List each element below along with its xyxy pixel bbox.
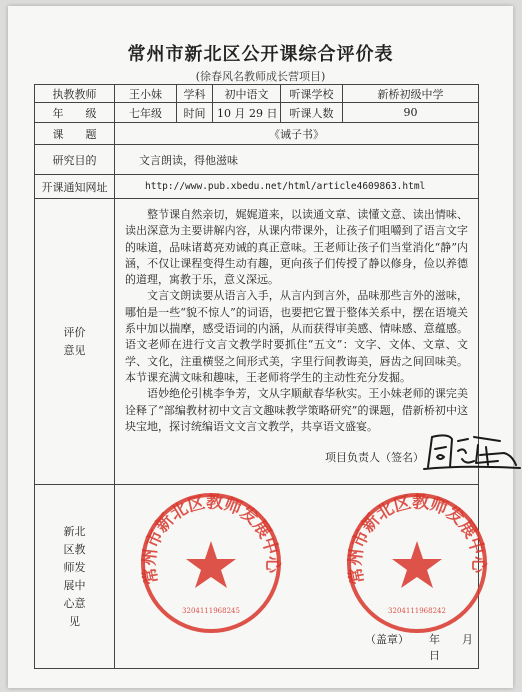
center-label-line: 见 [69, 614, 80, 628]
teacher-value: 王小妹 [115, 85, 177, 103]
official-seal [137, 489, 285, 637]
school-value: 新桥初级中学 [343, 85, 479, 103]
seal-text: 常州市新北区教师发展中心 [345, 492, 489, 586]
handwritten-signature [422, 431, 522, 474]
evaluation-paragraph: 语妙绝伦引桃李争芳，文从字顺献春华秋实。王小妹老师的课完美诠释了“部编教材初中文言文趣味教学策略研究”的课题，借新桥初中这块宝地，探讨统编语文文言文教学，共享语文盛宴。 [125, 387, 468, 433]
time-label: 时间 [177, 103, 213, 123]
seal-number: 3204111968242 [388, 607, 446, 615]
subject-label: 学科 [177, 85, 213, 103]
evaluation-body [115, 199, 479, 485]
listeners-label: 听课人数 [281, 103, 343, 123]
center-label-line: 新北 [63, 524, 86, 538]
form-title: 常州市新北区公开课综合评价表 [127, 44, 394, 65]
grade-value: 七年级 [115, 103, 177, 123]
official-seal [343, 489, 491, 637]
stamp-label: （盖章） [365, 633, 409, 646]
url-label: 开课通知网址 [35, 175, 115, 199]
evaluation-label [35, 199, 115, 485]
subject-value: 初中语文 [213, 85, 281, 103]
evaluation-paragraph: 整节课自然亲切，娓娓道来，以读通文章、读懂文意、读出情味、读出深意为主要讲解内容，从课内带课外，让孩子们咀嚼到了语言文字的味道，品味诸葛亮劝诫的真正意味。王老师让孩子们当堂消化“静”内涵，不仅让课程变得生动有趣，更向孩子们传授了静以修身，俭以养德的道理，寓教于乐，意义深远。 [125, 208, 468, 287]
sign-label: 项目负责人（签名） [325, 451, 424, 464]
paper-sheet [8, 6, 513, 688]
center-label-line: 区教 [63, 542, 86, 556]
notice-url[interactable]: http://www.pub.xbedu.net/html/article4609863.html [115, 175, 479, 199]
evaluation-label-line: 意见 [63, 343, 86, 357]
evaluation-form-table [34, 84, 495, 669]
teacher-label: 执教教师 [35, 85, 115, 103]
center-label-line: 师发 [63, 560, 86, 574]
date-line: 年 月 日 [429, 633, 495, 662]
purpose-value: 文言朗读，得他滋味 [115, 145, 479, 175]
evaluation-paragraph: 文言文朗读要从语言入手，从言内到言外，品味那些言外的滋味，哪怕是一些“貌不惊人”的词语，也要把它置于整体关系中，摆在语境关系中加以揣摩，感受语词的内涵，从而获得审美感、情味感、意蕴感。语文老师在进行文言文教学时要抓住“五文”：文字、文体、文章、文学、文化，注重横竖之间形式美，字里行间教诲美，唇齿之间回味美。本节课充满文味和趣味，王老师将学生的主动性充分发掘。 [125, 289, 468, 384]
center-label-line: 心意 [63, 596, 86, 610]
form-subtitle: (徐春风名教师成长营项目) [195, 70, 326, 83]
center-opinion-body [115, 485, 495, 669]
center-label-line: 展中 [63, 578, 86, 592]
seal-number: 3204111968245 [182, 607, 240, 615]
topic-label: 课 题 [35, 123, 115, 145]
purpose-label: 研究目的 [35, 145, 115, 175]
date-value: 10 月 29 日 [213, 103, 281, 123]
evaluation-label-line: 评价 [63, 325, 86, 339]
school-label: 听课学校 [281, 85, 343, 103]
topic-value: 《诫子书》 [115, 123, 479, 145]
grade-label: 年 级 [35, 103, 115, 123]
seal-text: 常州市新北区教师发展中心 [139, 492, 283, 586]
listeners-value: 90 [343, 103, 479, 123]
center-opinion-label [35, 485, 115, 669]
